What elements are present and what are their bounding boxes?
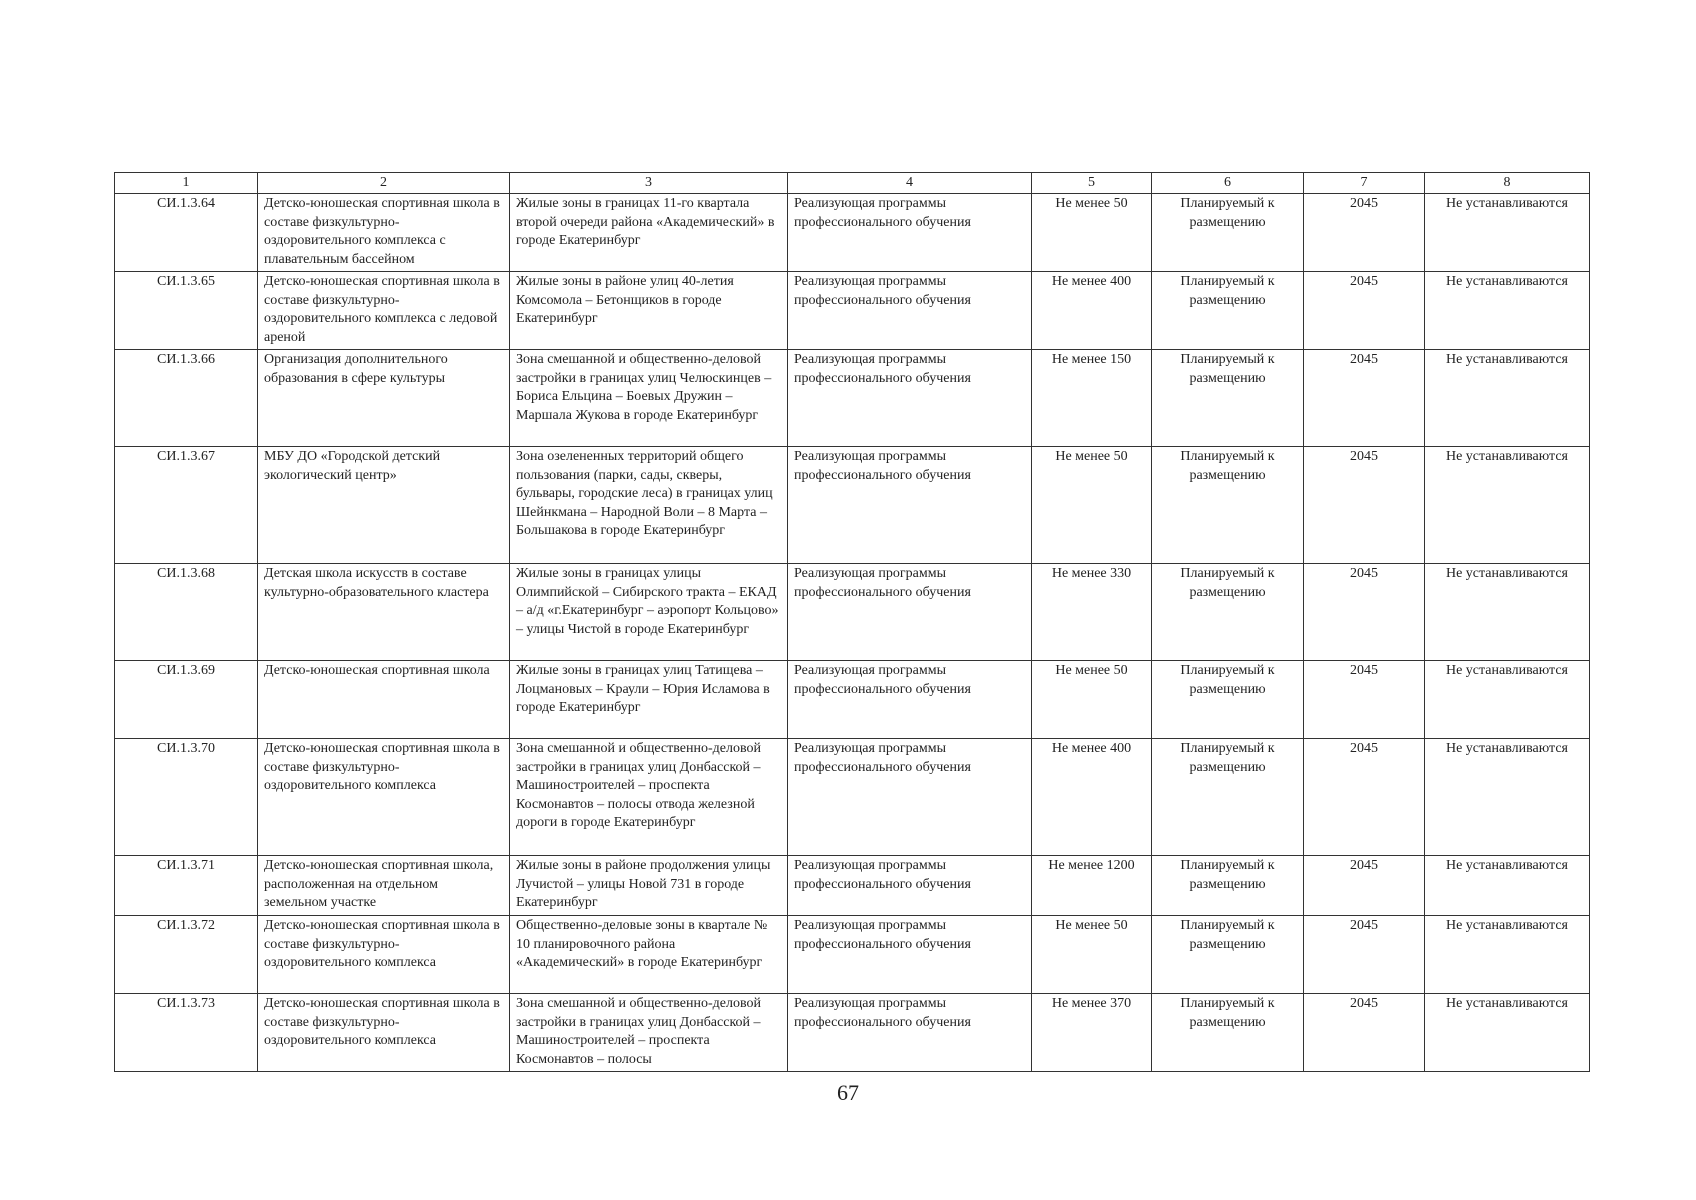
facility-name: Детско-юношеская спортивная школа в составе физкультурно-оздоровительного комплекса bbox=[258, 739, 510, 856]
facility-zones: Не устанавливаются bbox=[1425, 350, 1590, 447]
facility-capacity: Не менее 50 bbox=[1032, 661, 1152, 739]
table-row bbox=[115, 194, 1590, 272]
row-id: СИ.1.3.72 bbox=[115, 916, 258, 994]
table-row bbox=[115, 350, 1590, 447]
facility-capacity: Не менее 150 bbox=[1032, 350, 1152, 447]
facility-status: Планируемый к размещению bbox=[1152, 661, 1304, 739]
facility-name: Детско-юношеская спортивная школа в составе физкультурно-оздоровительного комплекса с плавательным бассейном bbox=[258, 194, 510, 272]
facility-zones: Не устанавливаются bbox=[1425, 447, 1590, 564]
row-id: СИ.1.3.66 bbox=[115, 350, 258, 447]
facility-zones: Не устанавливаются bbox=[1425, 272, 1590, 350]
facility-status: Планируемый к размещению bbox=[1152, 194, 1304, 272]
facility-program: Реализующая программы профессионального обучения bbox=[788, 916, 1032, 994]
row-id: СИ.1.3.64 bbox=[115, 194, 258, 272]
facility-year: 2045 bbox=[1304, 739, 1425, 856]
column-header-8: 8 bbox=[1425, 173, 1590, 194]
facility-name: Детско-юношеская спортивная школа в составе физкультурно-оздоровительного комплекса bbox=[258, 994, 510, 1072]
facility-capacity: Не менее 400 bbox=[1032, 272, 1152, 350]
facility-zones: Не устанавливаются bbox=[1425, 661, 1590, 739]
facility-year: 2045 bbox=[1304, 194, 1425, 272]
facility-zones: Не устанавливаются bbox=[1425, 564, 1590, 661]
table-row bbox=[115, 447, 1590, 564]
facility-program: Реализующая программы профессионального обучения bbox=[788, 661, 1032, 739]
table-row bbox=[115, 916, 1590, 994]
facility-status: Планируемый к размещению bbox=[1152, 350, 1304, 447]
facility-year: 2045 bbox=[1304, 916, 1425, 994]
facility-zones: Не устанавливаются bbox=[1425, 916, 1590, 994]
facility-program: Реализующая программы профессионального обучения bbox=[788, 994, 1032, 1072]
column-header-2: 2 bbox=[258, 173, 510, 194]
facility-capacity: Не менее 50 bbox=[1032, 447, 1152, 564]
facility-location: Зона смешанной и общественно-деловой застройки в границах улиц Донбасской – Машиностроителей – проспекта Космонавтов – полосы отвода железной дороги в городе Екатеринбург bbox=[510, 739, 788, 856]
column-header-6: 6 bbox=[1152, 173, 1304, 194]
row-id: СИ.1.3.69 bbox=[115, 661, 258, 739]
facility-location: Зона смешанной и общественно-деловой застройки в границах улиц Челюскинцев – Бориса Ельцина – Боевых Дружин – Маршала Жукова в городе Екатеринбург bbox=[510, 350, 788, 447]
facility-name: Организация дополнительного образования в сфере культуры bbox=[258, 350, 510, 447]
column-header-5: 5 bbox=[1032, 173, 1152, 194]
table-row bbox=[115, 739, 1590, 856]
facility-year: 2045 bbox=[1304, 350, 1425, 447]
facility-status: Планируемый к размещению bbox=[1152, 994, 1304, 1072]
facility-location: Зона смешанной и общественно-деловой застройки в границах улиц Донбасской – Машиностроителей – проспекта Космонавтов – полосы bbox=[510, 994, 788, 1072]
header-row bbox=[115, 173, 1590, 194]
row-id: СИ.1.3.70 bbox=[115, 739, 258, 856]
facility-capacity: Не менее 330 bbox=[1032, 564, 1152, 661]
facility-year: 2045 bbox=[1304, 272, 1425, 350]
facility-zones: Не устанавливаются bbox=[1425, 856, 1590, 916]
facility-program: Реализующая программы профессионального обучения bbox=[788, 272, 1032, 350]
table-row bbox=[115, 564, 1590, 661]
table-row bbox=[115, 272, 1590, 350]
facility-status: Планируемый к размещению bbox=[1152, 856, 1304, 916]
facility-status: Планируемый к размещению bbox=[1152, 447, 1304, 564]
facilities-table bbox=[114, 172, 1590, 1072]
facility-name: МБУ ДО «Городской детский экологический центр» bbox=[258, 447, 510, 564]
facility-location: Зона озелененных территорий общего пользования (парки, сады, скверы, бульвары, городские леса) в границах улиц Шейнкмана – Народной Воли – 8 Марта – Большакова в городе Екатеринбург bbox=[510, 447, 788, 564]
facility-zones: Не устанавливаются bbox=[1425, 994, 1590, 1072]
facility-status: Планируемый к размещению bbox=[1152, 272, 1304, 350]
facility-name: Детско-юношеская спортивная школа, расположенная на отдельном земельном участке bbox=[258, 856, 510, 916]
facility-location: Общественно-деловые зоны в квартале № 10 планировочного района «Академический» в городе Екатеринбург bbox=[510, 916, 788, 994]
facility-year: 2045 bbox=[1304, 994, 1425, 1072]
row-id: СИ.1.3.67 bbox=[115, 447, 258, 564]
facility-program: Реализующая программы профессионального обучения bbox=[788, 856, 1032, 916]
page-number: 67 bbox=[837, 1080, 859, 1105]
facility-name: Детская школа искусств в составе культурно-образовательного кластера bbox=[258, 564, 510, 661]
column-header-4: 4 bbox=[788, 173, 1032, 194]
facility-name: Детско-юношеская спортивная школа в составе физкультурно-оздоровительного комплекса bbox=[258, 916, 510, 994]
column-header-7: 7 bbox=[1304, 173, 1425, 194]
facility-location: Жилые зоны в районе продолжения улицы Лучистой – улицы Новой 731 в городе Екатеринбург bbox=[510, 856, 788, 916]
row-id: СИ.1.3.73 bbox=[115, 994, 258, 1072]
facility-program: Реализующая программы профессионального обучения bbox=[788, 447, 1032, 564]
facility-capacity: Не менее 50 bbox=[1032, 194, 1152, 272]
facility-location: Жилые зоны в границах 11-го квартала второй очереди района «Академический» в городе Екатеринбург bbox=[510, 194, 788, 272]
facility-status: Планируемый к размещению bbox=[1152, 739, 1304, 856]
facility-location: Жилые зоны в границах улиц Татищева – Лоцмановых – Краули – Юрия Исламова в городе Екатеринбург bbox=[510, 661, 788, 739]
facility-year: 2045 bbox=[1304, 564, 1425, 661]
column-header-1: 1 bbox=[115, 173, 258, 194]
column-header-3: 3 bbox=[510, 173, 788, 194]
facility-capacity: Не менее 370 bbox=[1032, 994, 1152, 1072]
facility-year: 2045 bbox=[1304, 447, 1425, 564]
facility-zones: Не устанавливаются bbox=[1425, 739, 1590, 856]
facility-status: Планируемый к размещению bbox=[1152, 564, 1304, 661]
row-id: СИ.1.3.71 bbox=[115, 856, 258, 916]
row-id: СИ.1.3.68 bbox=[115, 564, 258, 661]
table-row bbox=[115, 661, 1590, 739]
facility-program: Реализующая программы профессионального обучения bbox=[788, 739, 1032, 856]
facility-capacity: Не менее 50 bbox=[1032, 916, 1152, 994]
table-row bbox=[115, 856, 1590, 916]
facility-program: Реализующая программы профессионального обучения bbox=[788, 564, 1032, 661]
facility-name: Детско-юношеская спортивная школа bbox=[258, 661, 510, 739]
facility-program: Реализующая программы профессионального обучения bbox=[788, 350, 1032, 447]
facility-name: Детско-юношеская спортивная школа в составе физкультурно-оздоровительного комплекса с ледовой ареной bbox=[258, 272, 510, 350]
facility-year: 2045 bbox=[1304, 856, 1425, 916]
facility-program: Реализующая программы профессионального обучения bbox=[788, 194, 1032, 272]
table-row bbox=[115, 994, 1590, 1072]
facility-capacity: Не менее 1200 bbox=[1032, 856, 1152, 916]
facility-year: 2045 bbox=[1304, 661, 1425, 739]
facility-capacity: Не менее 400 bbox=[1032, 739, 1152, 856]
facility-zones: Не устанавливаются bbox=[1425, 194, 1590, 272]
facility-location: Жилые зоны в границах улицы Олимпийской – Сибирского тракта – ЕКАД – а/д «г.Екатеринбург – аэропорт Кольцово» – улицы Чистой в городе Екатеринбург bbox=[510, 564, 788, 661]
facility-status: Планируемый к размещению bbox=[1152, 916, 1304, 994]
facility-location: Жилые зоны в районе улиц 40-летия Комсомола – Бетонщиков в городе Екатеринбург bbox=[510, 272, 788, 350]
row-id: СИ.1.3.65 bbox=[115, 272, 258, 350]
